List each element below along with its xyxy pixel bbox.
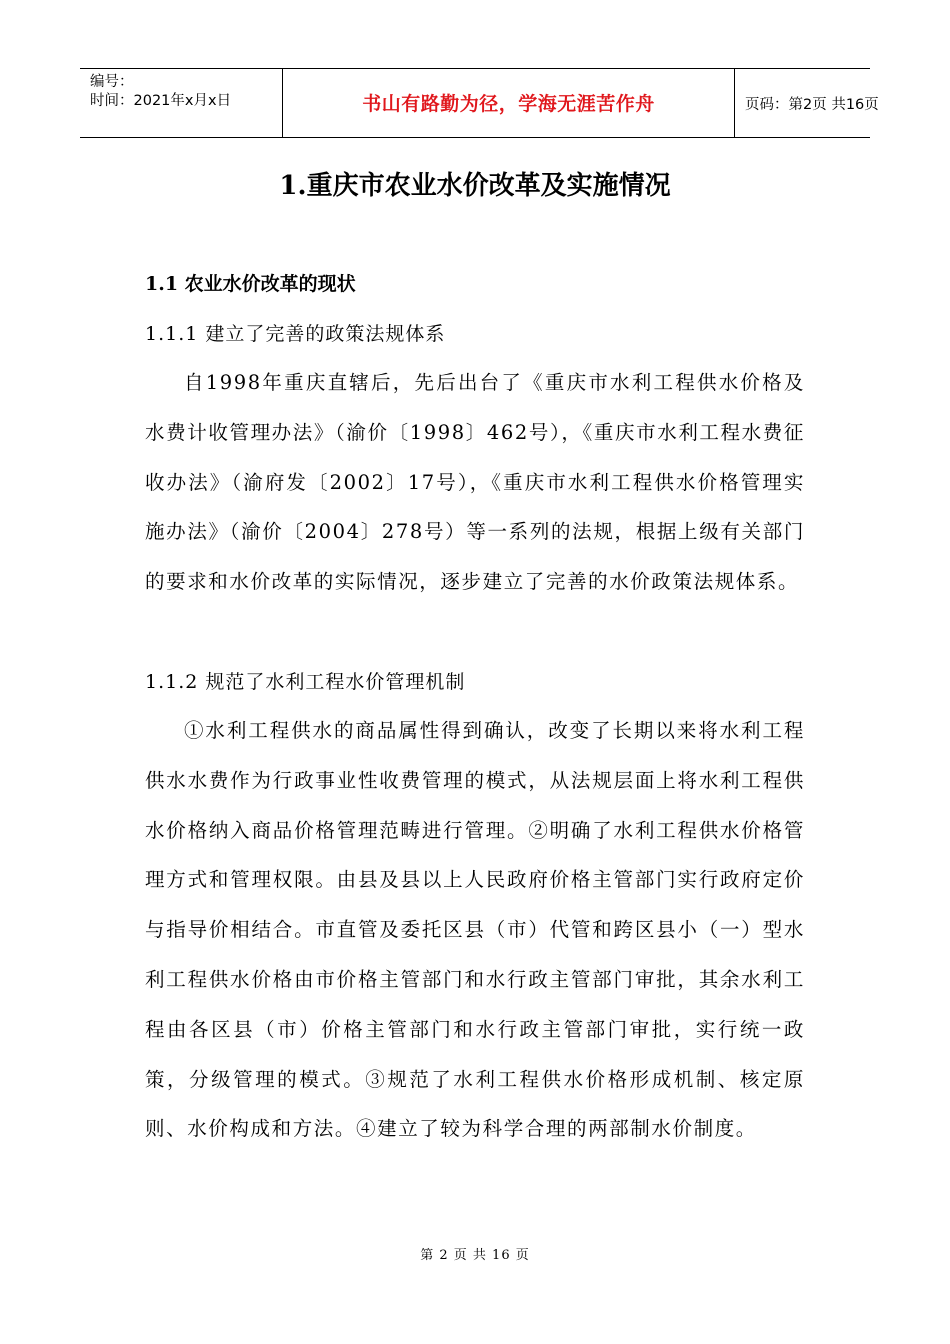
paragraph-pricing-mechanism: ①水利工程供水的商品属性得到确认，改变了长期以来将水利工程供水水费作为行政事业性收费管理的模式，从法规层面上将水利工程供水价格纳入商品价格管理范畴进行管理。②明确了水利工程供水价格管理方式和管理权限。由县及县以上人民政府价格主管部门实行政府定价与指导价相结合。市直管及委托区县（市）代管和跨区县小（一）型水利工程供水价格由市价格主管部门和水行政主管部门审批，其余水利工程由各区县（市）价格主管部门和水行政主管部门审批，实行统一政策，分级管理的模式。③规范了水利工程供水价格形成机制、核定原则、水价构成和方法。④建立了较为科学合理的两部制水价制度。 [145, 719, 805, 1141]
subsection-heading-2: 1.1.2 规范了水利工程水价管理机制 [145, 671, 466, 693]
page-footer: 第 2 页 共 16 页 [420, 1248, 530, 1263]
header-motto-cell [283, 69, 735, 137]
page-header [80, 68, 879, 138]
header-meta-cell [80, 69, 283, 137]
section-heading: 1.1 农业水价改革的现状 [145, 273, 356, 295]
header-motto: 书山有路勤为径，学海无涯苦作舟 [362, 93, 655, 115]
paragraph-policy-system: 自1998年重庆直辖后，先后出台了《重庆市水利工程供水价格及水费计收管理办法》（渝价〔1998〕462号），《重庆市水利工程水费征收办法》（渝府发〔2002〕17号），《重庆市水利工程供水价格管理实施办法》（渝价〔2004〕278号）等一系列的法规，根据上级有关部门的要求和水价改革的实际情况，逐步建立了完善的水价政策法规体系。 [145, 371, 805, 594]
subsection-heading-1: 1.1.1 建立了完善的政策法规体系 [145, 323, 446, 345]
header-page-info: 页码：第2页 共16页 [745, 97, 879, 113]
document-title: 1.重庆市农业水价改革及实施情况 [279, 171, 671, 201]
document-time-label: 时间：2021年x月x日 [90, 93, 232, 109]
document-number-label: 编号： [90, 74, 134, 90]
header-page-cell [735, 69, 879, 137]
